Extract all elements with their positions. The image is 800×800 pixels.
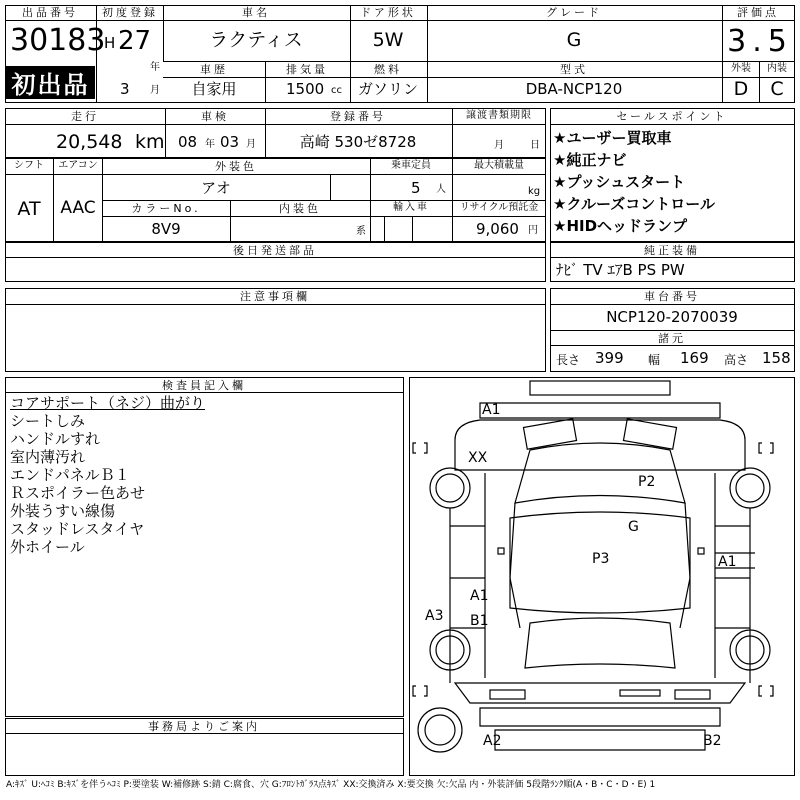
first-reg-label: 初度登録 [102,6,158,19]
era: H [104,34,116,52]
width-label: 幅 [648,353,661,367]
body-color: アオ [201,179,231,197]
height-label: 高さ [724,353,749,367]
insp-month-unit: 月 [246,139,256,150]
inspector-note: 外ホイール [10,538,85,556]
damage-mark: B2 [703,733,722,749]
legend: A:ｷｽﾞ U:ﾍｺﾐ B:ｷｽﾞを伴うﾍｺﾐ P:要塗装 W:補修跡 S:錆 C:腐食、穴 G:ﾌﾛﾝﾄｶﾞﾗｽ点ｷｽﾞ XX:交換済み X:要交換 欠:欠品 内・外装評価 5段階ﾗﾝｸ順(A・B・C・D・E) 1 [6,780,656,790]
length: 399 [595,349,624,367]
height: 158 [762,349,791,367]
insp-year-unit: 年 [205,139,215,150]
damage-mark: P2 [638,474,656,490]
sales-point: ★プッシュスタート [553,173,686,191]
transfer-day-unit: 日 [530,140,540,151]
score-label: 評価点 [737,6,779,19]
inspector-note: 室内薄汚れ [10,448,86,466]
damage-mark: A3 [425,608,444,624]
model-code: DBA-NCP120 [525,80,623,98]
inspection-label: 車検 [201,110,229,123]
damage-mark: A2 [483,733,502,749]
sales-point: ★純正ナビ [553,151,627,169]
colorno-label: カラーNo. [131,202,201,215]
color-number: 8V9 [151,220,181,238]
model-label: 型式 [560,63,588,76]
sales-point: ★ユーザー買取車 [553,129,672,147]
interior-unit: 系 [356,226,366,237]
transfer-month-unit: 月 [494,140,504,151]
reg-year: 27 [118,26,152,56]
inspector-label: 検査員記入欄 [162,379,246,392]
inspector-note: スタッドレスタイヤ [10,520,145,538]
load-label: 最大積載量 [474,160,524,171]
grade: G [566,29,582,51]
car-outline-diagram [410,378,793,774]
notes-label: 注意事項欄 [240,290,310,303]
car-name: ラクティス [209,29,303,51]
office-label: 事務局よりご案内 [148,720,260,733]
history-label: 車歴 [200,63,228,76]
recycle-unit: 円 [528,225,538,236]
insp-month: 03 [220,133,240,151]
sales-point: ★クルーズコントロール [553,195,715,213]
recycle-label: リサイクル預託金 [459,202,539,213]
shift: AT [17,198,41,220]
auction-no-label: 出品番号 [22,6,78,19]
damage-mark: XX [468,450,488,466]
insp-year: 08 [178,133,198,151]
registration-number: 高崎 530ゼ8728 [299,133,417,151]
damage-mark: B1 [470,613,489,629]
genuine-equipment: ﾅﾋﾞ TV ｴｱB PS PW [556,261,685,279]
air-conditioner: AAC [60,198,96,218]
history: 自家用 [191,80,237,98]
color-label: 外装色 [215,160,257,173]
interior-label: 内装色 [279,202,321,215]
sales-points-label: セールスポイント [616,110,728,123]
inspector-note: コアサポート（ネジ）曲がり [10,394,206,412]
fuel: ガソリン [357,80,419,98]
first-listing-badge: 初出品 [6,66,95,99]
ac-label: エアコン [58,160,98,171]
inspector-note: 外装うすい線傷 [10,502,116,520]
capacity-label: 乗車定員 [391,160,431,171]
damage-mark: A1 [482,402,501,418]
ext-grade: D [733,78,749,100]
year-unit: 年 [150,62,160,73]
regno-label: 登録番号 [330,110,386,123]
km-unit: km [135,131,165,153]
mileage-label: 走行 [71,110,99,123]
genuine-label: 純正装備 [644,244,700,257]
month-unit: 月 [150,85,160,96]
later-parts-label: 後日発送部品 [233,244,317,257]
chassis-number: NCP120-2070039 [606,308,738,326]
damage-mark: P3 [592,551,610,567]
ext-label: 外装 [731,63,751,74]
sales-point: ★HIDヘッドランプ [553,217,688,235]
door-label: ドア形状 [360,6,416,19]
auction-number: 30183 [10,23,106,58]
import-label: 輸入車 [393,202,429,213]
damage-mark: A1 [470,588,489,604]
width: 169 [680,349,709,367]
reg-month: 3 [120,80,130,98]
inspector-note: シートしみ [10,412,86,430]
grade-label: グレード [546,6,602,19]
fuel-label: 燃料 [374,63,402,76]
spec-label: 諸元 [658,332,686,345]
damage-mark: G [628,519,639,535]
inspector-note: ハンドルすれ [10,430,101,448]
int-label: 内装 [767,63,787,74]
transfer-label: 譲渡書類期限 [466,110,532,121]
car-name-label: 車名 [242,6,270,19]
damage-diagram [409,377,795,776]
length-label: 長さ [556,353,581,367]
displacement-label: 排気量 [286,63,328,76]
mileage: 20,548 [56,131,123,153]
score: 3.5 [727,24,793,59]
shift-label: シフト [14,160,44,171]
inspector-note: エンドパネルＢ１ [10,466,130,484]
chassis-label: 車台番号 [644,290,700,303]
door-type: 5W [372,29,404,51]
capacity-unit: 人 [436,184,446,195]
displacement: 1500 [286,80,325,98]
inspector-note: Ｒスポイラー色あせ [10,484,146,502]
load-unit: kg [528,186,541,197]
capacity: 5 [411,179,421,197]
damage-mark: A1 [718,554,737,570]
cc-unit: cc [331,85,342,96]
recycle-fee: 9,060 [476,220,519,238]
int-grade: C [770,78,784,100]
